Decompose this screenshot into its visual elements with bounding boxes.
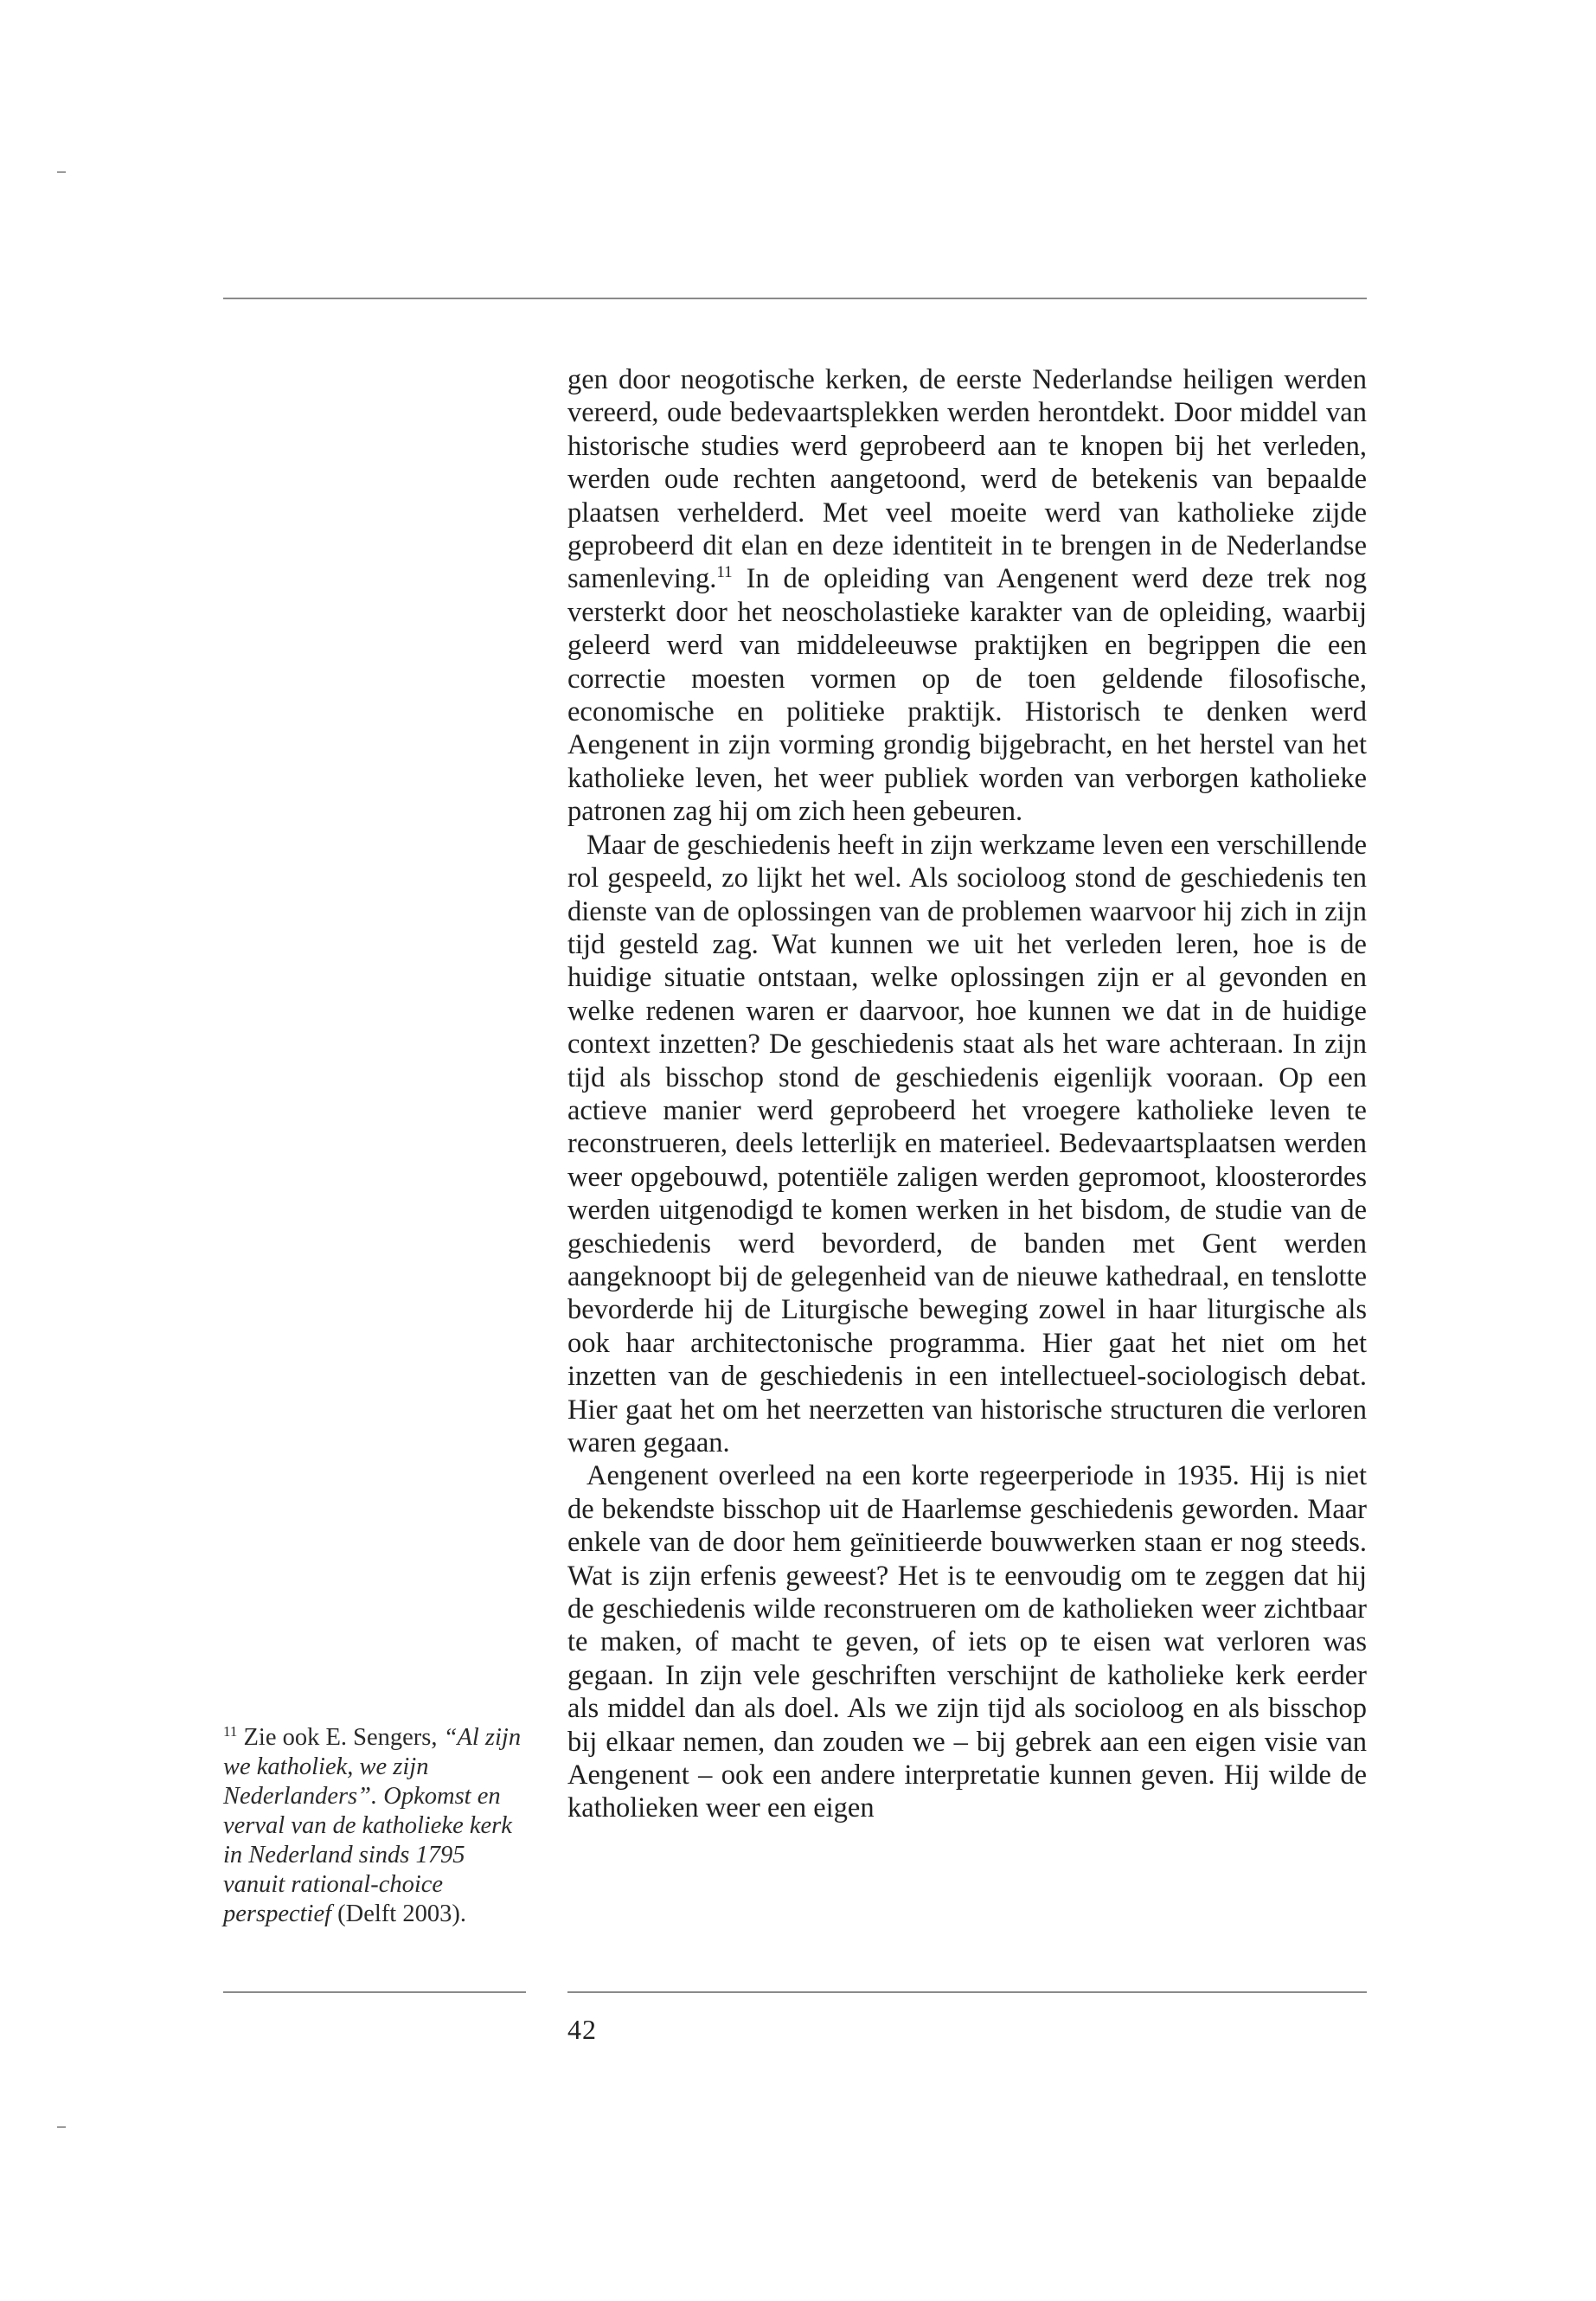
crop-mark-bottom — [57, 2126, 66, 2128]
body-bottom-rule — [567, 1991, 1367, 1993]
body-paragraph-1 — [567, 363, 1367, 829]
footnote-cited-title: “Al zijn we katholiek, we zijn Nederlanders”. Opkomst en verval van de katholieke kerk in Nederland sinds 1795 vanuit rational-choice perspectief — [223, 1724, 522, 1927]
footnote-lead: Zie ook E. Sengers, — [237, 1724, 444, 1751]
paragraph-1-text-after-note: In de opleiding van Aengenent werd deze trek nog versterkt door het neoscholastieke karakter van de opleiding, waarbij geleerd werd van middeleeuwse praktijken en begrippen die een correctie moesten vormen op de toen geldende filosofische, economische en politieke praktijk. Historisch te denken werd Aengenent in zijn vorming grondig bijgebracht, en het herstel van het katholieke leven, het weer publiek worden van verborgen katholieke patronen zag hij om zich heen gebeuren. — [567, 563, 1367, 828]
footnote-reference-11: 11 — [716, 563, 733, 582]
margin-footnote — [223, 1723, 526, 1929]
footnote-number: 11 — [223, 1723, 238, 1740]
header-rule — [223, 298, 1367, 299]
footnote-bottom-rule — [223, 1991, 526, 1993]
body-paragraph-2: Maar de geschiedenis heeft in zijn werkzame leven een verschillende rol gespeeld, zo lijkt het wel. Als socioloog stond de geschiedenis ten dienste van de oplossingen van de problemen waarvoor hij zich in zijn tijd gesteld zag. Wat kunnen we uit het verleden leren, hoe is de huidige situatie ontstaan, welke oplossingen zijn er al gevonden en welke redenen waren er daarvoor, hoe kunnen we dat in de huidige context inzetten? De geschiedenis staat als het ware achteraan. In zijn tijd als bisschop stond de geschiedenis eigenlijk vooraan. Op een actieve manier werd geprobeerd het vroegere katholieke leven te reconstrueren, deels letterlijk en materieel. Bedevaartsplaatsen werden weer opgebouwd, potentiële zaligen werden gepromoot, kloosterordes werden uitgenodigd te komen werken in het bisdom, de studie van de geschiedenis werd bevorderd, de banden met Gent werden aangeknoopt bij de gelegenheid van de nieuwe kathedraal, en tenslotte bevorderde hij de Liturgische beweging zowel in haar liturgische als ook haar architectonische programma. Hier gaat het niet om het inzetten van de geschiedenis in een intellectueel-sociologisch debat. Hier gaat het om het neerzetten van historische structuren die verloren waren gegaan. — [567, 829, 1367, 1458]
crop-mark-top — [57, 171, 66, 173]
main-text-column — [567, 363, 1367, 1825]
body-paragraph-3: Aengenent overleed na een korte regeerperiode in 1935. Hij is niet de bekendste bisschop uit de Haarlemse geschiedenis geworden. Maar enkele van de door hem geïnitieerde bouwwerken staan er nog steeds. Wat is zijn erfenis geweest? Het is te eenvoudig om te zeggen dat hij de geschiedenis wilde reconstrueren om de katholieken weer zichtbaar te maken, of macht te geven, of iets op te eisen wat verloren was gegaan. In zijn vele geschriften verschijnt de katholieke kerk eerder als middel dan als doel. Als we zijn tijd als socioloog en als bisschop bij elkaar nemen, dan zouden we – bij gebrek aan een eigen visie van Aengenent – ook een andere interpretatie kunnen geven. Hij wilde de katholieken weer een eigen — [567, 1460, 1367, 1824]
footnote-tail: (Delft 2003). — [331, 1900, 466, 1927]
paragraph-1-text-before-note: gen door neogotische kerken, de eerste Nederlandse heiligen werden vereerd, oude bedevaartsplekken werden herontdekt. Door middel van historische studies werd geprobeerd aan te knopen bij het verleden, werden oude rechten aangetoond, werd de betekenis van bepaalde plaatsen verhelderd. Met veel moeite werd van katholieke zijde geprobeerd dit elan en deze identiteit in te brengen in de Nederlandse samenleving. — [567, 364, 1367, 595]
page-number: 42 — [567, 2014, 597, 2045]
